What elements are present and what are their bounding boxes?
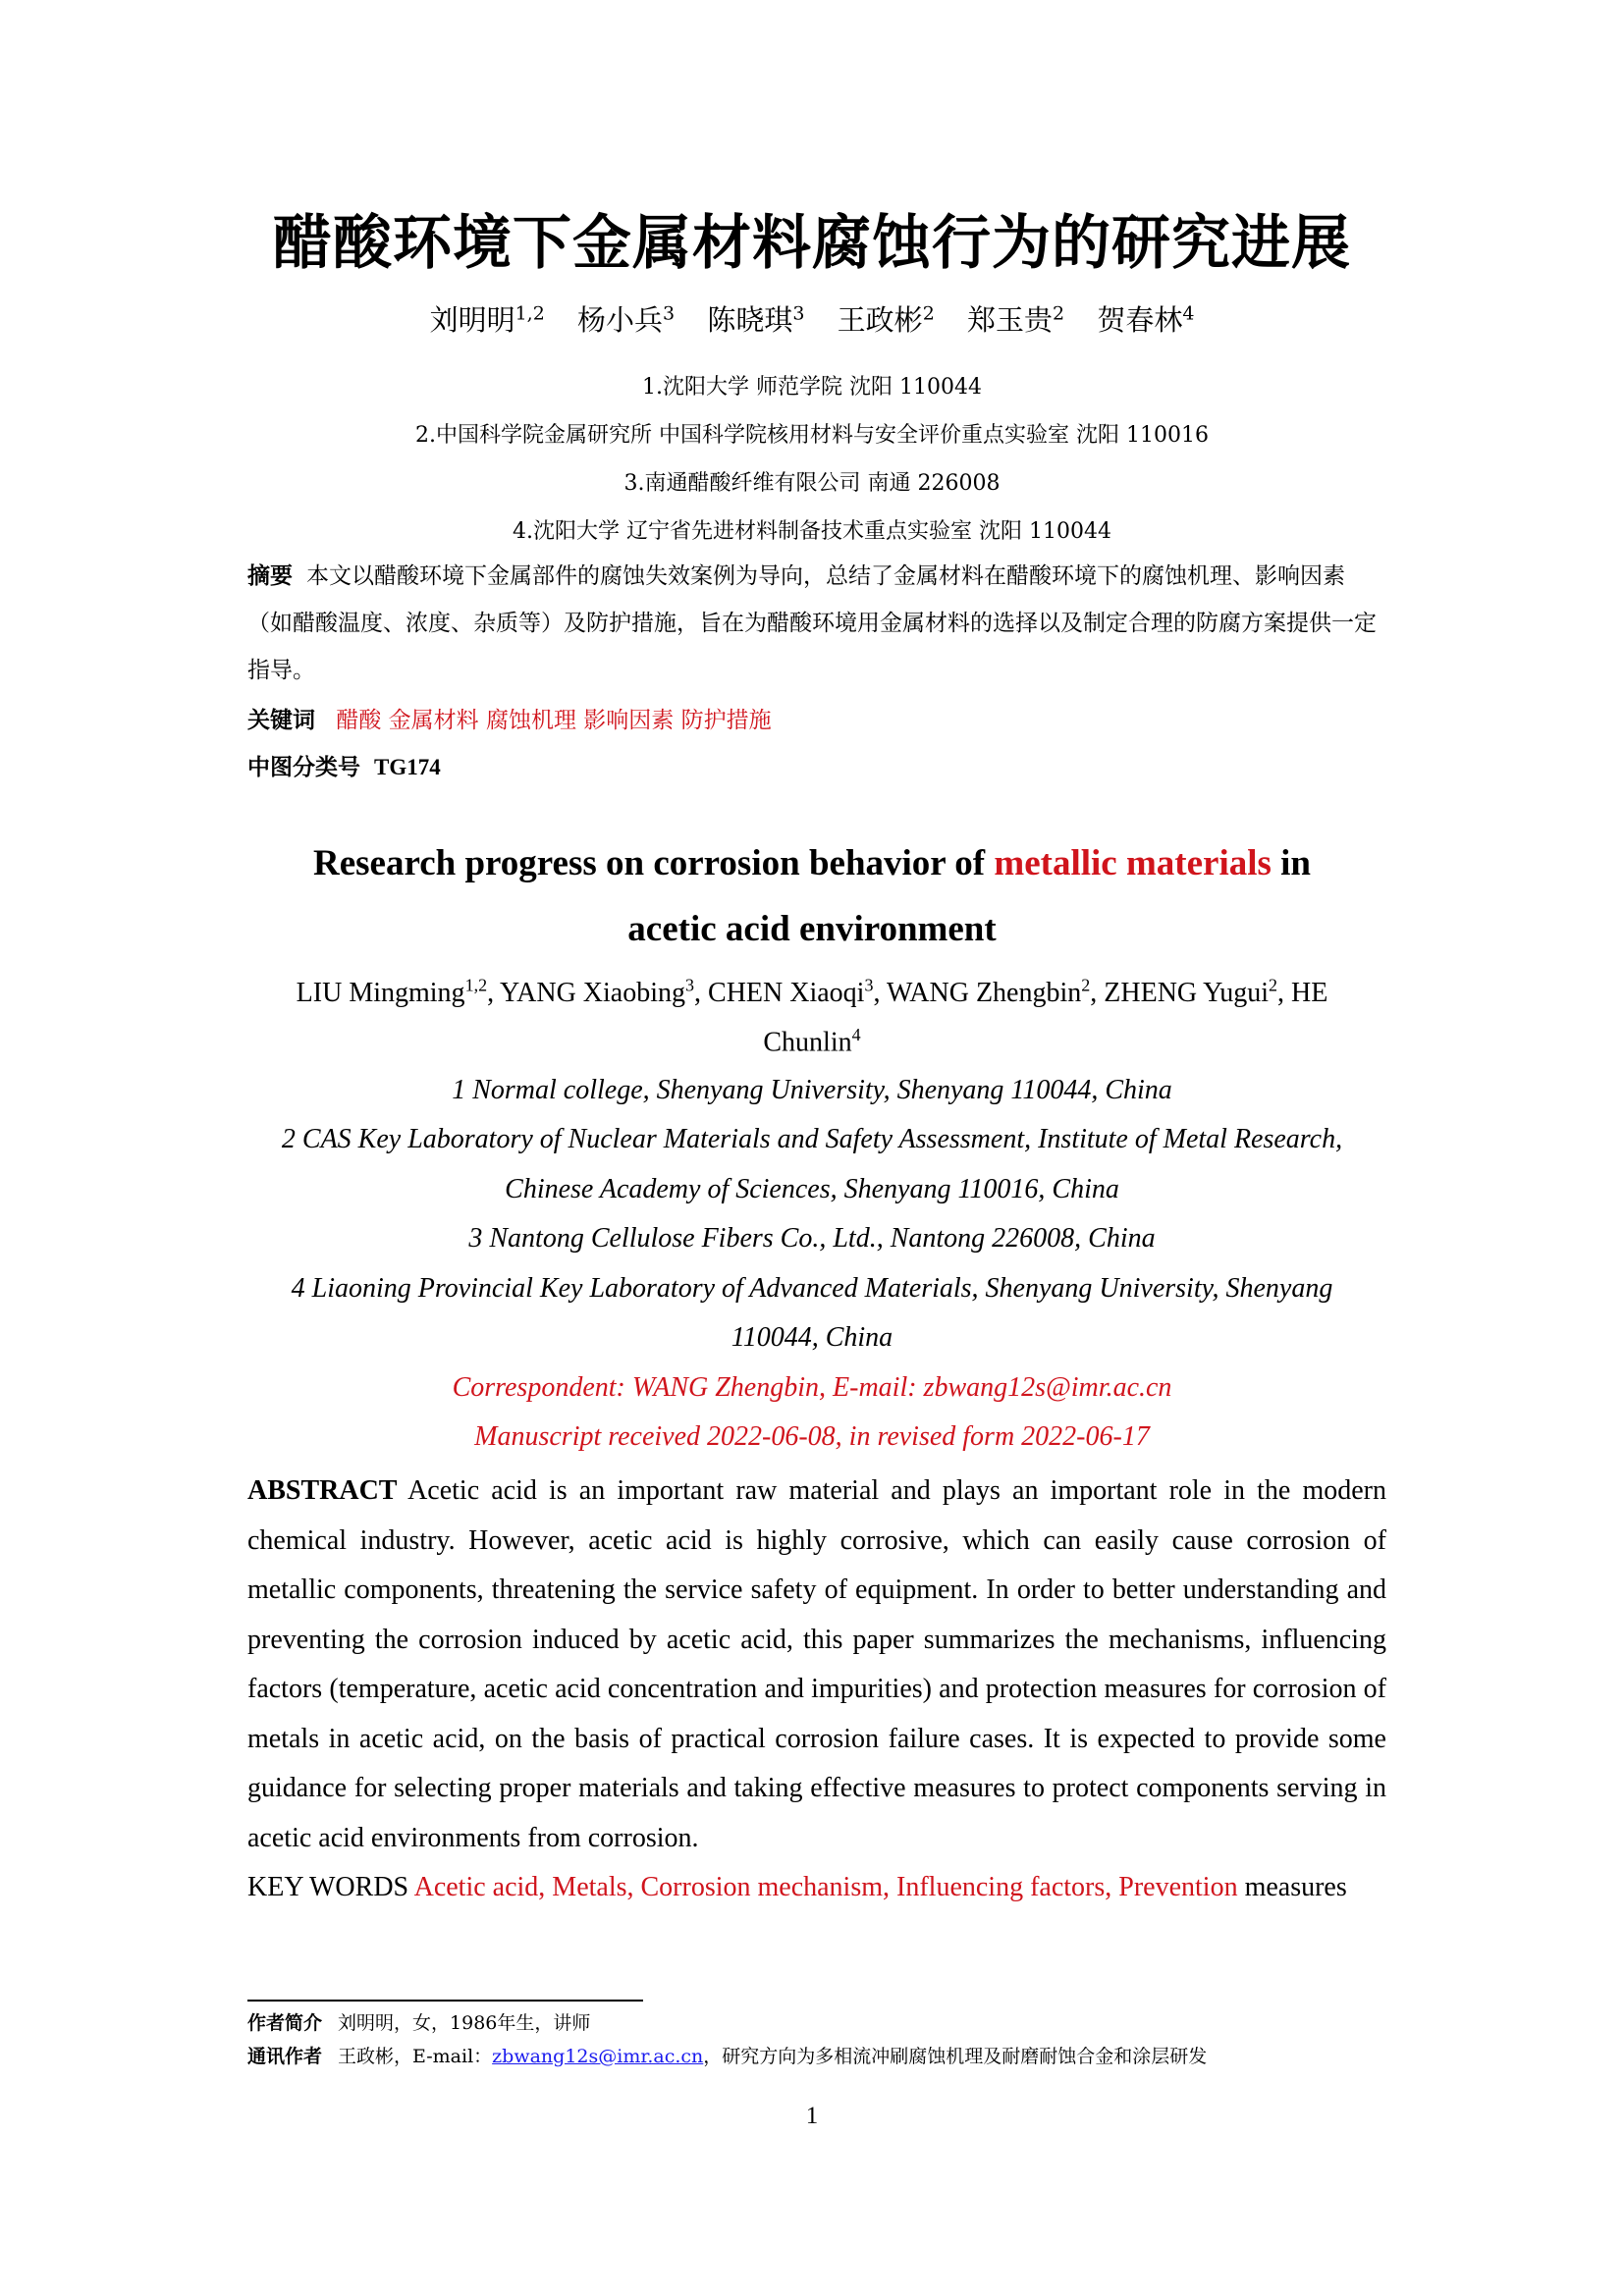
cn-author: 王政彬$^2$: [837, 302, 935, 337]
en-affiliation: 1 Normal college, Shenyang University, Shenyang 110044, China: [452, 1075, 1172, 1105]
cn-title: 醋酸环境下金属材料腐蚀行为的研究进展: [273, 209, 1351, 278]
en-title-highlight: metallic materials: [994, 843, 1272, 883]
en-abstract: [247, 1467, 1386, 1863]
footnote-rule: [247, 2000, 643, 2002]
page-number: 1: [805, 2103, 819, 2129]
en-keywords-tail: measures: [1244, 1872, 1347, 1902]
cn-keyword: 金属材料: [388, 708, 479, 733]
en-authors-cont: Chunlin$^4$: [763, 1025, 861, 1058]
cn-affiliation: 3.南通醋酸纤维有限公司 南通 226008: [623, 471, 1001, 496]
cn-keyword: 防护措施: [680, 708, 772, 733]
en-author: WANG Zhengbin$^2$,: [886, 976, 1105, 1009]
cn-clc: [247, 744, 1386, 791]
cn-abstract: [247, 553, 1386, 694]
en-affiliation: 2 CAS Key Laboratory of Nuclear Materials and Safety Assessment, Institute of Metal Research,: [281, 1124, 1343, 1154]
en-title-line2: acetic acid environment: [627, 909, 997, 949]
footnote-author: 作者简介 刘明明，女，1986年生，讲师: [247, 2012, 591, 2034]
cn-abstract-label: 摘要: [247, 563, 293, 589]
en-affiliation: 3 Nantong Cellulose Fibers Co., Ltd., Nantong 226008, China: [468, 1223, 1156, 1254]
cn-keyword: 腐蚀机理: [485, 708, 576, 733]
en-author: YANG Xiaobing$^3$,: [500, 976, 709, 1009]
en-keywords-label: KEY WORDS: [247, 1872, 409, 1902]
en-title-line1: Research progress on corrosion behavior of metallic materials in: [312, 843, 1312, 883]
en-authors: [236, 976, 1388, 1009]
cn-affiliation: 1.沈阳大学 师范学院 沈阳 110044: [642, 375, 982, 400]
cn-author: 郑玉贵$^2$: [967, 302, 1065, 337]
footnote-correspondent: 通讯作者 王政彬，E-mail：zbwang12s@imr.ac.cn，研究方向为多相流冲刷腐蚀机理及耐磨耐蚀合金和涂层研发: [247, 2046, 1208, 2067]
en-keywords: [247, 1863, 1386, 1913]
en-manuscript-dates: Manuscript received 2022-06-08, in revised form 2022-06-17: [474, 1421, 1150, 1452]
cn-clc-label: 中图分类号: [247, 755, 360, 780]
en-affiliation: Chinese Academy of Sciences, Shenyang 110016, China: [505, 1174, 1119, 1204]
cn-author: 陈晓琪$^3$: [707, 302, 805, 337]
cn-keywords: [247, 697, 1386, 744]
en-affiliation: 4 Liaoning Provincial Key Laboratory of Advanced Materials, Shenyang University, Shenyang: [291, 1273, 1333, 1304]
email-link[interactable]: zbwang12s@imr.ac.cn: [492, 2046, 704, 2067]
cn-clc-value: TG174: [374, 755, 441, 779]
cn-abstract-text: 本文以醋酸环境下金属部件的腐蚀失效案例为导向，总结了金属材料在醋酸环境下的腐蚀机理、影响因素（如醋酸温度、浓度、杂质等）及防护措施，旨在为醋酸环境用金属材料的选择以及制定合理的防腐方案提供一定指导。: [247, 563, 1377, 683]
en-author: CHEN Xiaoqi$^3$,: [708, 976, 887, 1009]
cn-affiliation: 4.沈阳大学 辽宁省先进材料制备技术重点实验室 沈阳 110044: [513, 519, 1111, 544]
cn-author: 刘明明$^{1,2}$: [429, 302, 545, 337]
cn-keywords-label: 关键词: [247, 708, 315, 733]
cn-affiliation: 2.中国科学院金属研究所 中国科学院核用材料与安全评价重点实验室 沈阳 110016: [415, 423, 1209, 448]
cn-author: 杨小兵$^3$: [577, 302, 676, 337]
cn-authors: [0, 298, 1624, 339]
cn-keyword: 醋酸: [336, 708, 382, 733]
en-author: LIU Mingming$^{1,2}$,: [296, 976, 501, 1009]
en-affiliation: 110044, China: [731, 1322, 893, 1353]
cn-author: 贺春林$^4$: [1097, 302, 1195, 337]
en-author: ZHENG Yugui$^2$, HE: [1104, 976, 1328, 1009]
en-correspondent: Correspondent: WANG Zhengbin, E-mail: zbwang12s@imr.ac.cn: [452, 1372, 1172, 1403]
en-abstract-text: Acetic acid is an important raw material and plays an important role in the modern chemical industry. However, acetic acid is highly corrosive, which can easily cause corrosion of metallic components, threatening the service safety of equipment. In order to better understanding and preventing the corrosion induced by acetic acid, this paper summarizes the mechanisms, influencing factors (temperature, acetic acid concentration and impurities) and protection measures for corrosion of metals in acetic acid, on the basis of practical corrosion failure cases. It is expected to provide some guidance for selecting proper materials and taking effective measures to protect components serving in acetic acid environments from corrosion.: [247, 1475, 1386, 1853]
cn-keyword: 影响因素: [583, 708, 675, 733]
en-keywords-text: Acetic acid, Metals, Corrosion mechanism, Influencing factors, Prevention: [413, 1872, 1238, 1902]
en-abstract-label: ABSTRACT: [247, 1475, 398, 1506]
